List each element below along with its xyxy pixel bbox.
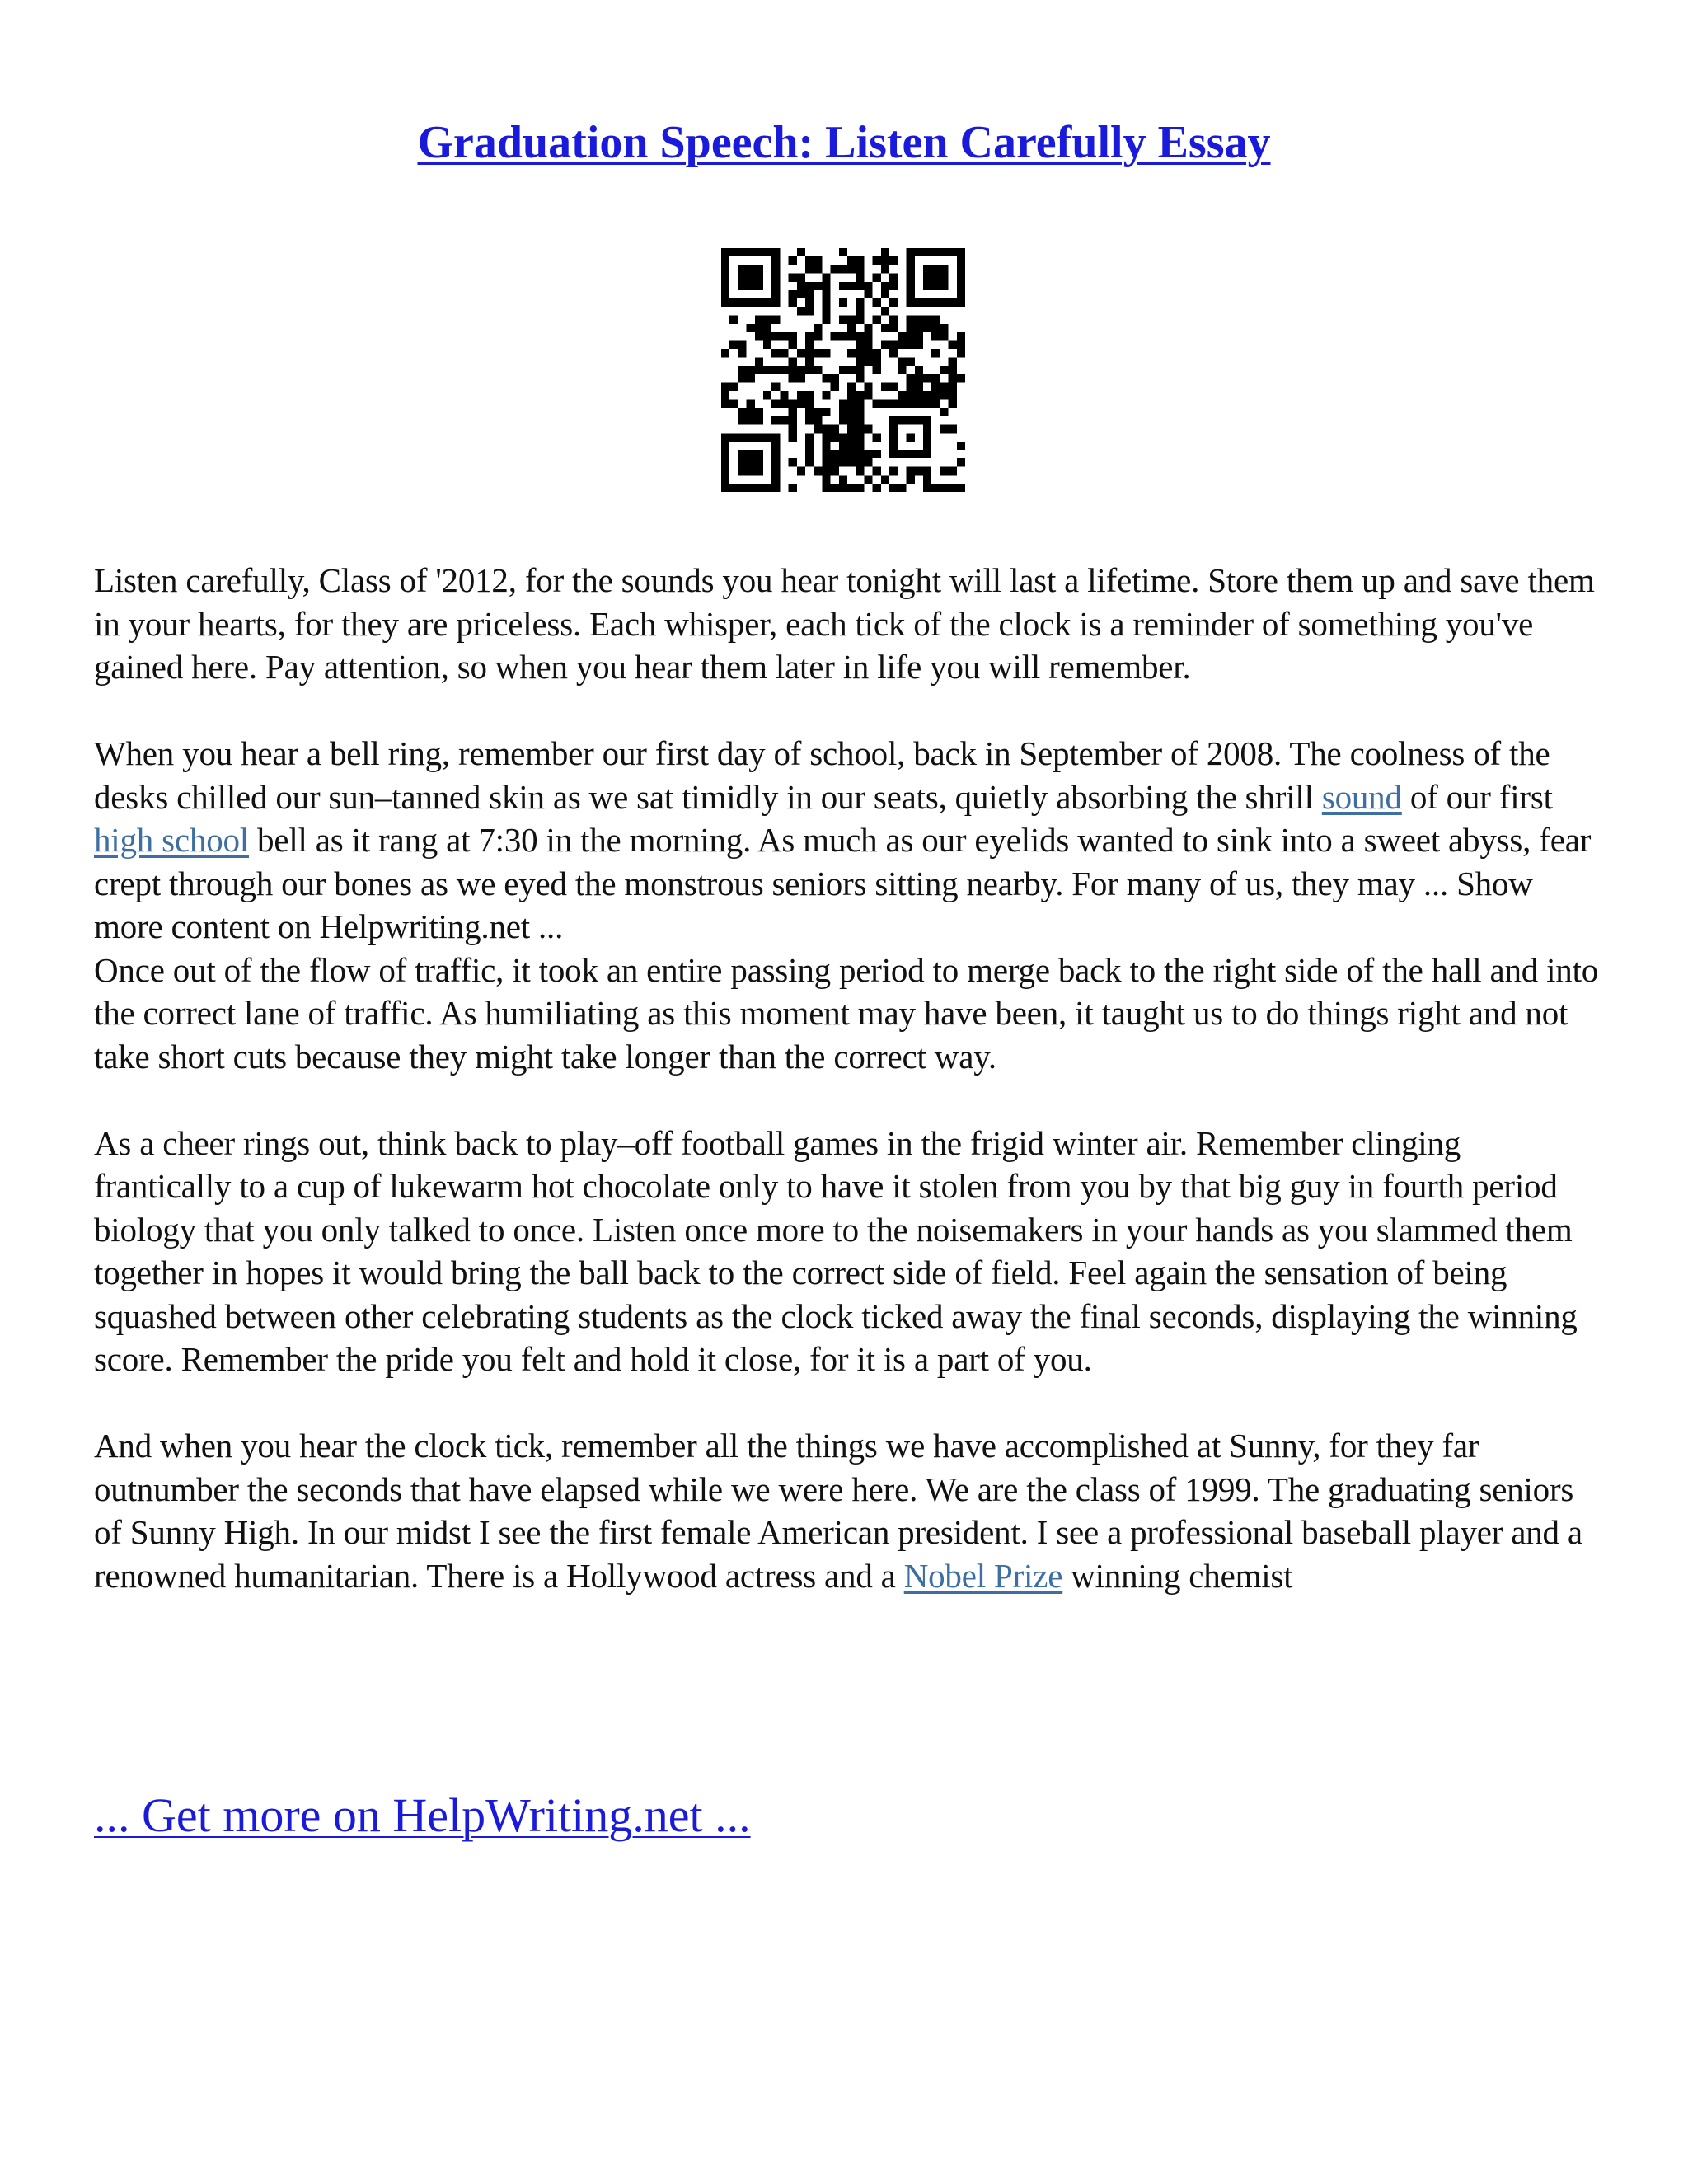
- high-school-link[interactable]: high school: [94, 821, 249, 859]
- paragraph-2-text-b: of our first: [1401, 777, 1553, 816]
- sound-link[interactable]: sound: [1321, 777, 1402, 816]
- nobel-prize-link[interactable]: Nobel Prize: [903, 1556, 1063, 1595]
- paragraph-5: [94, 1424, 1602, 1597]
- paragraph-2-text-a: When you hear a bell ring, remember our first day of school, back in September of 2008. The coolness of the desks chilled our sun–tanned skin as we sat timidly in our seats, quietly absorbing the shrill: [94, 734, 1550, 816]
- title-link[interactable]: Graduation Speech: Listen Carefully Essay: [417, 117, 1271, 168]
- qr-code-icon: [721, 248, 965, 492]
- paragraph-5-text-a: And when you hear the clock tick, remember all the things we have accomplished at Sunny, for they far outnumber the seconds that have elapsed while we were here. We are the class of 1999. The graduating seniors of Sunny High. In our midst I see the first female American president. I see a professional baseball player and a renowned humanitarian. There is a Hollywood actress and a: [94, 1427, 1582, 1595]
- get-more-link[interactable]: ... Get more on HelpWriting.net ...: [94, 1788, 751, 1842]
- essay-body: [94, 559, 1602, 1597]
- paragraph-3: Once out of the flow of traffic, it took an entire passing period to merge back to the right side of the hall and into the correct lane of traffic. As humiliating as this moment may have been, it taught us to do things right and not take short cuts because they might take longer than the correct way.: [94, 950, 1599, 1076]
- page-title: [0, 114, 1688, 171]
- get-more-section: [94, 1787, 751, 1844]
- paragraph-2: [94, 732, 1602, 949]
- paragraph-4: As a cheer rings out, think back to play–off football games in the frigid winter air. Remember clinging frantically to a cup of lukewarm hot chocolate only to have it stolen from you by that big guy in fourth period biology that you only talked to once. Listen once more to the noisemakers in your hands as you slammed them together in hopes it would bring the ball back to the correct side of field. Feel again the sensation of being squashed between other celebrating students as the clock ticked away the final seconds, displaying the winning score. Remember the pride you felt and hold it close, for it is a part of you.: [94, 1123, 1578, 1378]
- paragraph-1: Listen carefully, Class of '2012, for the sounds you hear tonight will last a lifetime. Store them up and save them in your hearts, for they are priceless. Each whisper, each tick of the clock is a reminder of something you've gained here. Pay attention, so when you hear them later in life you will remember.: [94, 561, 1595, 686]
- paragraph-5-text-b: winning chemist: [1062, 1556, 1293, 1595]
- paragraph-2-text-c: bell as it rang at 7:30 in the morning. As much as our eyelids wanted to sink into a sweet abyss, fear crept through our bones as we eyed the monstrous seniors sitting nearby. For many of us, they may ... Show more content on Helpwriting.net ...: [94, 821, 1592, 945]
